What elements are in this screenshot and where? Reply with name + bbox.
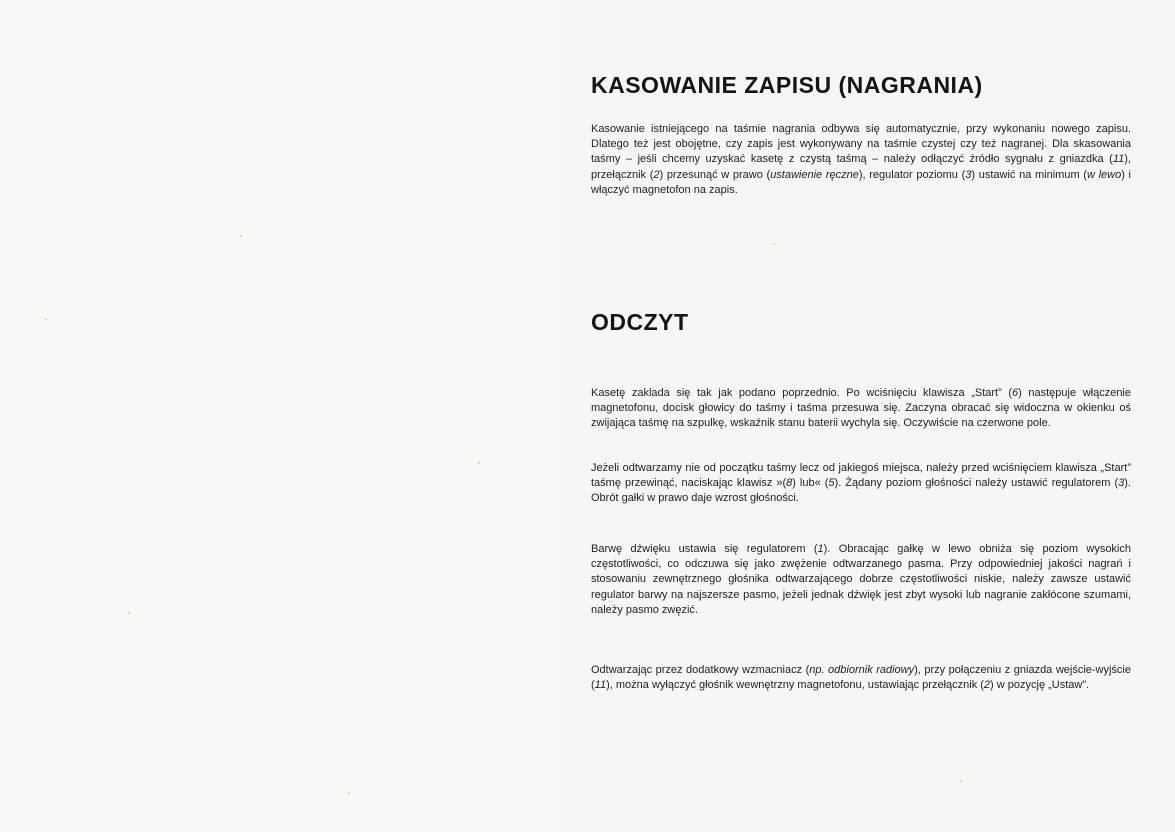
paper-speck <box>773 243 775 245</box>
section-title-kasowanie: KASOWANIE ZAPISU (NAGRANIA) <box>591 72 983 98</box>
italic-text: 3 <box>1118 477 1125 490</box>
left-blank-page <box>0 0 560 832</box>
italic-text: 3 <box>965 168 972 181</box>
paper-speck <box>960 780 962 782</box>
italic-text: ustawienie ręczne <box>770 168 859 181</box>
section-title-odczyt: ODCZYT <box>591 309 689 335</box>
paragraph: Kasowanie istniejącego na taśmie nagrania odbywa się automatycznie, przy wykonaniu nowego zapisu. Dlatego też jest obojętne, czy zapis jest wykonywany na taśmie czystej czy też nagranej. Dla skasowania taśmy – jeśli chcemy uzyskać kasetę z czystą taśmą – należy odłączyć źródło sygnału z gniazdka (11), przełącznik (2) przesunąć w prawo (ustawienie ręczne), regulator poziomu (3) ustawić na minimum (w lewo) i włączyć magnetofon na zapis. <box>591 123 1131 196</box>
italic-text: 2 <box>653 168 660 181</box>
paragraph: Kasetę zaklada się tak jak podano poprzednio. Po wciśnięciu klawisza „Start” (6) następuje włączenie magnetofonu, docisk głowicy do taśmy i taśma przesuwa się. Zaczyna obracać się widoczna w okienku oś zwijająca taśmę na szpulkę, wskaźnik stanu baterii wychyla się. Oczywiście na czerwone pole. <box>591 387 1131 430</box>
paragraph: Barwę dźwięku ustawia się regulatorem (1). Obracając gałkę w lewo obniża się poziom wysokich częstotliwości, co odczuwa się jako zwężenie odtwarzanego pasma. Przy odpowiedniej jakości nagrań i stosowaniu zewnętrznego głośnika odtwarzającego dobrze częstotliwości niskie, należy zawsze ustawić regulator barwy na najszersze pasmo, jeżeli jednak dźwięk jest zbyt wysoki lub nagranie zakłócone szumami, należy pasmo zwęzić. <box>591 543 1131 616</box>
italic-text: 8 <box>786 477 793 490</box>
paper-speck <box>240 235 242 237</box>
paper-speck <box>45 318 47 320</box>
italic-text: 11 <box>1112 153 1125 166</box>
italic-text: np. odbiornik radiowy <box>809 664 915 676</box>
paper-speck <box>478 462 480 464</box>
italic-text: 6 <box>1012 387 1019 399</box>
paper-speck <box>128 612 130 614</box>
italic-text: w lewo <box>1086 168 1122 181</box>
paper-speck <box>348 792 350 794</box>
italic-text: 2 <box>983 679 991 692</box>
paragraph: Jeżeli odtwarzamy nie od początku taśmy lecz od jakiegoś miejsca, należy przed wciśnięciem klawisza „Start” taśmę przewinąć, naciskając klawisz »(8) lub« (5). Żądany poziom głośności należy ustawić regulatorem (3). Obrót gałki w prawo daje wzrost głośności. <box>591 462 1131 505</box>
paragraph: Odtwarzając przez dodatkowy wzmacniacz (np. odbiornik radiowy), przy połączeniu z gniazda wejście-wyjście (11), można wyłączyć głośnik wewnętrzny magnetofonu, ustawiając przełącznik (2) w pozycję „Ustaw”. <box>591 664 1131 692</box>
italic-text: 11 <box>594 679 607 692</box>
italic-text: 1 <box>817 543 824 555</box>
italic-text: 5 <box>828 477 835 490</box>
